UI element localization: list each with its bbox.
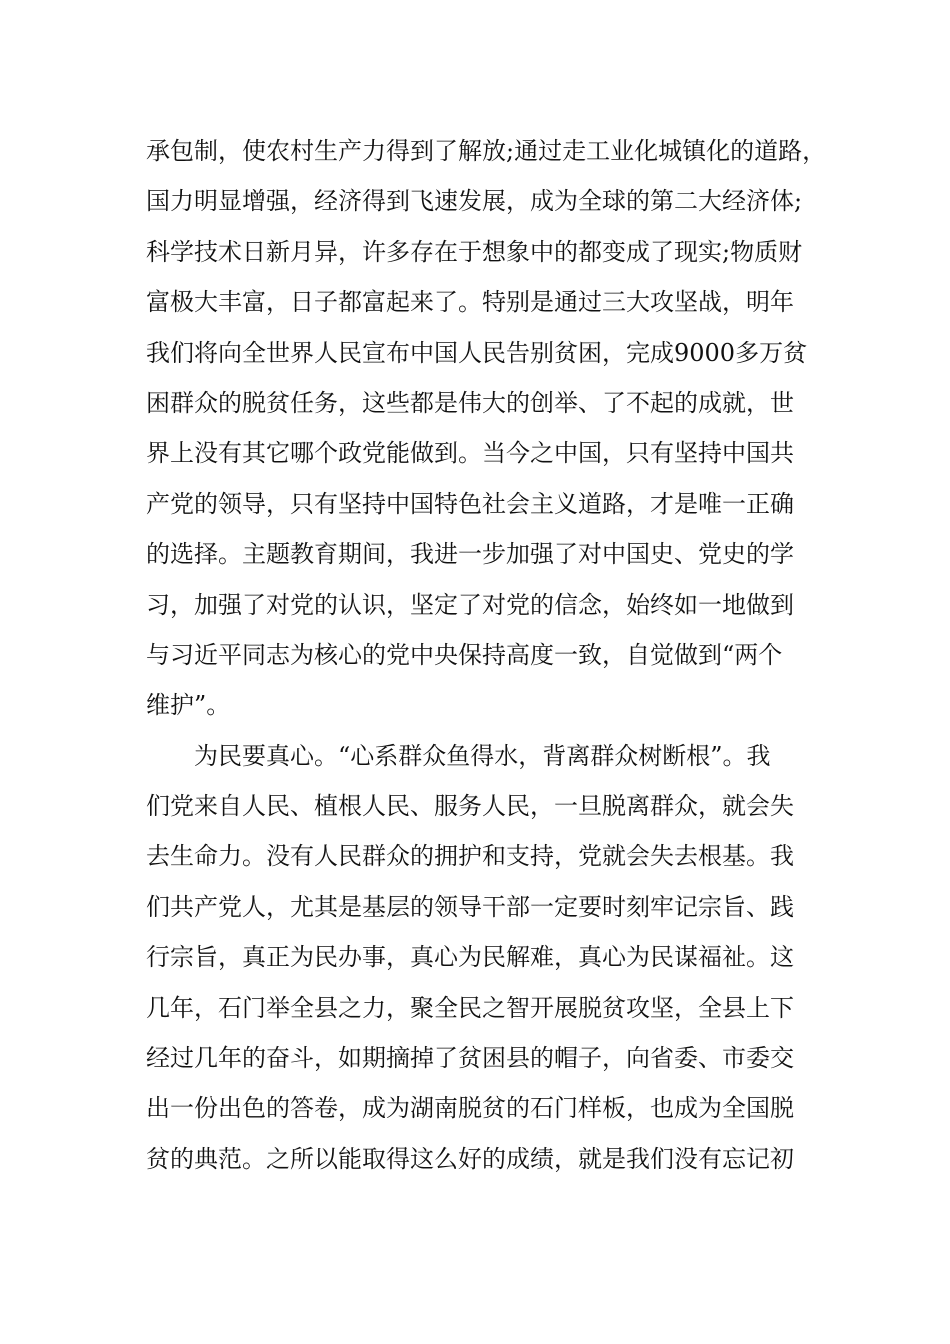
text-line: 为民要真心。“心系群众鱼得水，背离群众树断根”。我 [194, 741, 771, 770]
paragraph [146, 731, 806, 1185]
text-line: 经过几年的奋斗，如期摘掉了贫困县的帽子，向省委、市委交 [146, 1044, 794, 1073]
text-line: 们共产党人，尤其是基层的领导干部一定要时刻牢记宗旨、践 [146, 892, 794, 921]
text-line: 贫的典范。之所以能取得这么好的成绩，就是我们没有忘记初 [146, 1144, 794, 1173]
paragraph [146, 126, 827, 731]
text-line: 去生命力。没有人民群众的拥护和支持，党就会失去根基。我 [146, 842, 794, 871]
text-line: 的选择。主题教育期间，我进一步加强了对中国史、党史的学 [146, 540, 794, 569]
text-line: 几年，石门举全县之力，聚全民之智开展脱贫攻坚，全县上下 [146, 993, 794, 1022]
text-line: 富极大丰富，日子都富起来了。特别是通过三大攻坚战，明年 [146, 288, 794, 317]
text-line: 界上没有其它哪个政党能做到。当今之中国，只有坚持中国共 [146, 439, 794, 468]
text-line: 产党的领导，只有坚持中国特色社会主义道路，才是唯一正确 [146, 489, 794, 518]
text-line: 我们将向全世界人民宣布中国人民告别贫困，完成9000多万贫 [146, 338, 808, 367]
text-line: 困群众的脱贫任务，这些都是伟大的创举、了不起的成就，世 [146, 388, 794, 417]
text-line: 国力明显增强，经济得到飞速发展，成为全球的第二大经济体; [146, 187, 803, 216]
text-line: 行宗旨，真正为民办事，真心为民解难，真心为民谋福祉。这 [146, 943, 794, 972]
text-line: 与习近平同志为核心的党中央保持高度一致，自觉做到“两个 [146, 640, 783, 669]
text-line: 出一份出色的答卷，成为湖南脱贫的石门样板，也成为全国脱 [146, 1094, 794, 1123]
text-line: 科学技术日新月异，许多存在于想象中的都变成了现实;物质财 [146, 237, 803, 266]
body-text [146, 126, 827, 1184]
text-line: 承包制，使农村生产力得到了解放;通过走工业化城镇化的道路， [146, 137, 827, 165]
text-line: 们党来自人民、植根人民、服务人民，一旦脱离群众，就会失 [146, 792, 794, 821]
text-line: 习，加强了对党的认识，坚定了对党的信念，始终如一地做到 [146, 590, 794, 619]
text-line: 维护”。 [146, 691, 231, 720]
